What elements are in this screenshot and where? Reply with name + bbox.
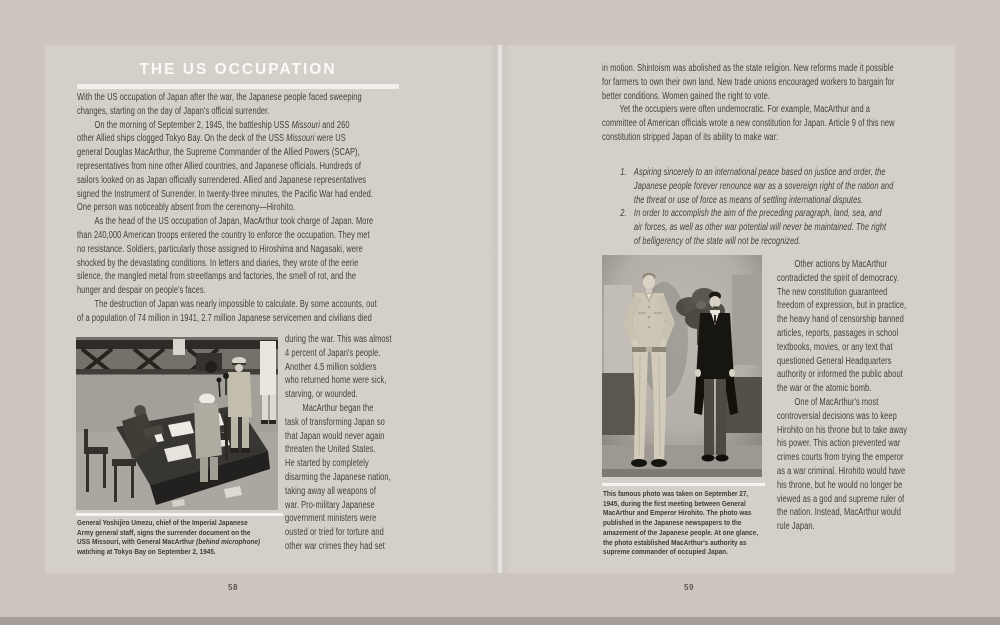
text-line: government ministers were bbox=[285, 513, 377, 525]
text-line: sailors looked on as Japan officially surrendered. Allied and Japanese representatives bbox=[77, 174, 367, 186]
text-line: the photo established MacArthur's authority as bbox=[603, 537, 747, 547]
text-line: the war or the atomic bomb. bbox=[777, 383, 872, 395]
text-line: shocked by the devastating conditions. In letters and diaries, they wrote of the eerie bbox=[77, 257, 359, 269]
text-line: than 240,000 American troops entered the country to enforce the occupation. They met bbox=[77, 229, 370, 241]
ordered-list-item bbox=[602, 207, 917, 248]
text-line: With the US occupation of Japan after the war, the Japanese people faced sweeping bbox=[77, 92, 362, 103]
text-line: MacArthur began the bbox=[302, 402, 374, 414]
macarthur-hirohito-illustration bbox=[602, 255, 762, 477]
text-line: starving, or wounded. bbox=[285, 389, 358, 401]
text-line: rule Japan. bbox=[777, 521, 815, 533]
text-line: committee of American officials wrote a new constitution for Japan. Article 9 of this new bbox=[602, 118, 895, 130]
left-photo-caption bbox=[77, 518, 279, 557]
text-line: One of MacArthur's most bbox=[794, 396, 879, 408]
text-line: This famous photo was taken on September 27, bbox=[603, 489, 749, 498]
text-line: MacArthur and Emperor Hirohito. The photo was bbox=[603, 508, 752, 518]
surrender-ceremony-illustration bbox=[76, 337, 278, 510]
text-line: other war crimes they had set bbox=[285, 540, 385, 552]
text-line: General Yoshijiro Umezu, chief of the Imperial Japanese bbox=[77, 518, 248, 527]
text-line: 4 percent of Japan's people. bbox=[285, 347, 381, 359]
text-line: One person was noticeably absent from the ceremony—Hirohito. bbox=[77, 202, 296, 214]
text-line: representatives from nine other Allied countries, and Japanese officials. Hundreds of bbox=[77, 160, 362, 172]
text-line: Hirohito on his throne but to take away bbox=[777, 424, 908, 436]
text-line: Other actions by MacArthur bbox=[794, 259, 888, 270]
text-line: The new constitution guaranteed bbox=[777, 286, 888, 298]
text-line: articles, reports, passages in school bbox=[777, 327, 899, 339]
title-underline-rule bbox=[77, 84, 399, 89]
text-line: Japanese people forever renounce war as a sovereign right of the nation and bbox=[633, 180, 894, 192]
text-line: during the war. This was almost bbox=[285, 334, 392, 345]
page-gutter-fold bbox=[489, 45, 511, 573]
text-line: textbooks, movies, or any text that bbox=[777, 341, 893, 353]
text-line: Army general staff, signs the surrender document on the bbox=[77, 527, 251, 537]
text-line: the threat or use of force as means of settling international disputes. bbox=[633, 194, 864, 206]
text-line: He started by completely bbox=[285, 458, 369, 470]
text-line: for farmers to own their own land. New trade unions encouraged workers to bargain for bbox=[602, 76, 895, 88]
text-line: Aspiring sincerely to an international peace based on justice and order, the bbox=[633, 167, 886, 178]
text-line: hunger and despair on people's faces. bbox=[77, 285, 206, 297]
list-item-text bbox=[634, 207, 886, 248]
text-line: Yet the occupiers were often undemocratic. For example, MacArthur and a bbox=[619, 104, 871, 116]
text-line: crimes courts from trying the emperor bbox=[777, 452, 904, 464]
text-line: task of transforming Japan so bbox=[285, 416, 385, 428]
text-line: changes, starting on the day of Japan's official surrender. bbox=[77, 105, 270, 117]
text-line: freedom of expression, but in practice, bbox=[777, 300, 907, 312]
text-line: watching at Tokyo Bay on September 2, 1945. bbox=[77, 547, 216, 557]
book-spread bbox=[45, 45, 955, 573]
text-line: air forces, as well as other war potential will never be maintained. The right bbox=[633, 222, 887, 234]
text-line: of a population of 74 million in 1941, 2.7 million Japanese servicemen and civilians died bbox=[77, 312, 372, 324]
text-line: viewed as a god and supreme ruler of bbox=[777, 493, 905, 505]
text-line: the nation. Instead, MacArthur would bbox=[777, 507, 902, 519]
text-line: in motion. Shintoism was abolished as the state religion. New reforms made it possible bbox=[602, 63, 894, 74]
left-body-text bbox=[77, 91, 401, 326]
text-line: amazement of the Japanese people. At one glance, bbox=[603, 527, 758, 537]
list-item-text bbox=[634, 166, 893, 207]
text-line: that Japan would never again bbox=[285, 430, 385, 442]
text-line: 1945, during the first meeting between General bbox=[603, 498, 746, 508]
right-photo-caption bbox=[603, 489, 779, 557]
text-line: supreme commander of occupied Japan. bbox=[603, 547, 728, 557]
macarthur-hirohito-photo bbox=[602, 255, 762, 477]
text-line: ousted or tried for torture and bbox=[285, 527, 384, 539]
text-line: disarming the Japanese nation, bbox=[285, 471, 391, 483]
right-body-text bbox=[602, 62, 917, 145]
text-line: On the morning of September 2, 1945, the battleship USS Missouri and 260 bbox=[94, 119, 350, 131]
text-line: other Allied ships clogged Tokyo Bay. On the deck of the USS Missouri were US bbox=[77, 133, 346, 145]
text-line: taking away all weapons of bbox=[285, 485, 376, 497]
text-line: In order to accomplish the aim of the preceding paragraph, land, sea, and bbox=[633, 208, 882, 220]
text-line: of belligerency of the state will not be recognized. bbox=[633, 235, 801, 247]
text-line: Another 4.5 million soldiers bbox=[285, 361, 377, 373]
text-line: USS Missouri, with General MacArthur (behind microphone) bbox=[77, 537, 261, 547]
chapter-title: THE US OCCUPATION bbox=[139, 61, 337, 78]
text-line: better conditions. Women gained the right to vote. bbox=[602, 90, 770, 102]
page-number-left: 58 bbox=[228, 583, 238, 592]
text-line: general Douglas MacArthur, the Supreme Commander of the Allied Powers (SCAP), bbox=[77, 147, 360, 159]
text-line: published in the Japanese newspapers to the bbox=[603, 518, 742, 528]
text-line: threaten the United States. bbox=[285, 444, 376, 456]
text-line: The destruction of Japan was nearly impossible to calculate. By some accounts, out bbox=[94, 298, 377, 310]
text-line: as a war criminal. Hirohito would have bbox=[777, 465, 906, 477]
left-caption-rule bbox=[76, 513, 283, 516]
text-line: questioned General Headquarters bbox=[777, 355, 892, 367]
bottom-shadow-band bbox=[0, 617, 1000, 625]
text-line: authority or informed the public about bbox=[777, 369, 903, 381]
text-line: controversial decisions was to keep bbox=[777, 410, 897, 422]
text-line: who returned home were sick, bbox=[285, 375, 387, 387]
text-line: constitution stripped Japan of its ability to make war: bbox=[602, 131, 779, 143]
list-number: 1. bbox=[620, 167, 627, 178]
page-number-right: 59 bbox=[684, 583, 694, 592]
text-line: war. Pro-military Japanese bbox=[285, 499, 375, 511]
list-number: 2. bbox=[620, 208, 627, 220]
text-line: the heavy hand of censorship banned bbox=[777, 314, 904, 326]
article9-ordered-list bbox=[602, 166, 917, 249]
right-caption-rule bbox=[602, 483, 765, 486]
right-wrap-text bbox=[777, 258, 917, 534]
surrender-ceremony-photo bbox=[76, 337, 278, 510]
ordered-list-item bbox=[602, 166, 917, 207]
text-line: his power. This action prevented war bbox=[777, 438, 901, 450]
text-line: no resistance. Soldiers, particularly those assigned to Hiroshima and Nagasaki, were bbox=[77, 243, 363, 255]
text-line: signed the Instrument of Surrender. In twenty-three minutes, the Pacific War had ended. bbox=[77, 188, 374, 200]
text-line: his throne, but he would no longer be bbox=[777, 479, 903, 491]
left-wrap-text bbox=[285, 333, 401, 554]
text-line: As the head of the US occupation of Japan, MacArthur took charge of Japan. More bbox=[94, 216, 374, 228]
text-line: silence, the mangled metal from streetlamps and factories, the smell of rot, and the bbox=[77, 271, 357, 283]
text-line: contradicted the spirit of democracy. bbox=[777, 272, 899, 284]
